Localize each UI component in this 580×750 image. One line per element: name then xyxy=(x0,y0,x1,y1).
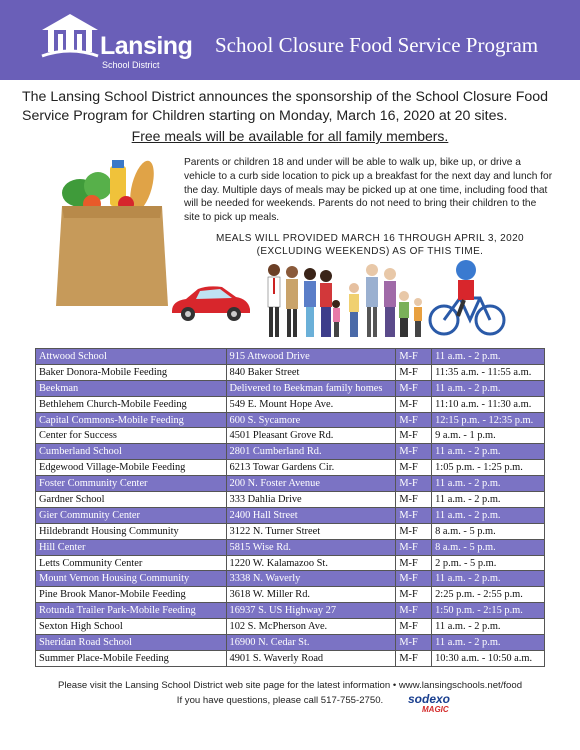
time-cell: 11 a.m. - 2 p.m. xyxy=(432,476,545,492)
table-row xyxy=(36,571,545,587)
table-row xyxy=(36,380,545,396)
table-row xyxy=(36,650,545,666)
time-cell: 2 p.m. - 5 p.m. xyxy=(432,555,545,571)
address-cell: 840 Baker Street xyxy=(226,364,396,380)
days-cell: M-F xyxy=(396,507,432,523)
days-cell: M-F xyxy=(396,349,432,365)
site-name-cell: Hildebrandt Housing Community xyxy=(36,523,227,539)
site-name-cell: Center for Success xyxy=(36,428,227,444)
days-cell: M-F xyxy=(396,364,432,380)
address-cell: 3122 N. Turner Street xyxy=(226,523,396,539)
address-cell: 200 N. Foster Avenue xyxy=(226,476,396,492)
days-cell: M-F xyxy=(396,476,432,492)
meal-dates xyxy=(190,232,550,258)
address-cell: 915 Attwood Drive xyxy=(226,349,396,365)
address-cell: 4901 S. Waverly Road xyxy=(226,650,396,666)
time-cell: 8 a.m. - 5 p.m. xyxy=(432,523,545,539)
table-row xyxy=(36,523,545,539)
school-building-icon xyxy=(38,10,102,62)
address-cell: 2400 Hall Street xyxy=(226,507,396,523)
address-cell: 3618 W. Miller Rd. xyxy=(226,587,396,603)
table-row xyxy=(36,349,545,365)
time-cell: 1:05 p.m. - 1:25 p.m. xyxy=(432,460,545,476)
site-name-cell: Rotunda Trailer Park-Mobile Feeding xyxy=(36,603,227,619)
sodexo-name: sodexo xyxy=(408,692,451,706)
site-name-cell: Mount Vernon Housing Community xyxy=(36,571,227,587)
table-row xyxy=(36,492,545,508)
table-row xyxy=(36,603,545,619)
time-cell: 11 a.m. - 2 p.m. xyxy=(432,349,545,365)
address-cell: 102 S. McPherson Ave. xyxy=(226,619,396,635)
site-name-cell: Foster Community Center xyxy=(36,476,227,492)
table-row xyxy=(36,476,545,492)
free-meals-notice: Free meals will be available for all family members. xyxy=(131,128,449,144)
address-cell: Delivered to Beekman family homes xyxy=(226,380,396,396)
site-name-cell: Gardner School xyxy=(36,492,227,508)
table-row xyxy=(36,635,545,651)
table-row xyxy=(36,619,545,635)
address-cell: 5815 Wise Rd. xyxy=(226,539,396,555)
sodexo-magic: MAGIC xyxy=(422,705,449,714)
time-cell: 12:15 p.m. - 12:35 p.m. xyxy=(432,412,545,428)
table-row xyxy=(36,428,545,444)
bicycle-rider-icon xyxy=(428,258,508,340)
days-cell: M-F xyxy=(396,444,432,460)
time-cell: 8 a.m. - 5 p.m. xyxy=(432,539,545,555)
address-cell: 16937 S. US Highway 27 xyxy=(226,603,396,619)
time-cell: 11:10 a.m. - 11:30 a.m. xyxy=(432,396,545,412)
days-cell: M-F xyxy=(396,492,432,508)
footer-phone-info: If you have questions, please call 517-755-2750. xyxy=(176,695,384,706)
days-cell: M-F xyxy=(396,460,432,476)
days-cell: M-F xyxy=(396,428,432,444)
time-cell: 11 a.m. - 2 p.m. xyxy=(432,492,545,508)
days-cell: M-F xyxy=(396,635,432,651)
site-name-cell: Gier Community Center xyxy=(36,507,227,523)
days-cell: M-F xyxy=(396,523,432,539)
time-cell: 11 a.m. - 2 p.m. xyxy=(432,571,545,587)
address-cell: 3338 N. Waverly xyxy=(226,571,396,587)
days-cell: M-F xyxy=(396,619,432,635)
days-cell: M-F xyxy=(396,571,432,587)
address-cell: 2801 Cumberland Rd. xyxy=(226,444,396,460)
page-title: School Closure Food Service Program xyxy=(215,33,539,57)
site-name-cell: Pine Brook Manor-Mobile Feeding xyxy=(36,587,227,603)
time-cell: 11 a.m. - 2 p.m. xyxy=(432,380,545,396)
address-cell: 6213 Towar Gardens Cir. xyxy=(226,460,396,476)
table-row xyxy=(36,587,545,603)
table-row xyxy=(36,507,545,523)
address-cell: 1220 W. Kalamazoo St. xyxy=(226,555,396,571)
time-cell: 1:50 p.m. - 2:15 p.m. xyxy=(432,603,545,619)
site-name-cell: Baker Donora-Mobile Feeding xyxy=(36,364,227,380)
site-name-cell: Beekman xyxy=(36,380,227,396)
sodexo-logo xyxy=(408,692,468,722)
time-cell: 9 a.m. - 1 p.m. xyxy=(432,428,545,444)
table-row xyxy=(36,364,545,380)
site-name-cell: Capital Commons-Mobile Feeding xyxy=(36,412,227,428)
time-cell: 10:30 a.m. - 10:50 a.m. xyxy=(432,650,545,666)
address-cell: 4501 Pleasant Grove Rd. xyxy=(226,428,396,444)
site-name-cell: Summer Place-Mobile Feeding xyxy=(36,650,227,666)
days-cell: M-F xyxy=(396,412,432,428)
district-logo[interactable] xyxy=(38,10,198,70)
address-cell: 600 S. Sycamore xyxy=(226,412,396,428)
car-icon xyxy=(168,283,253,323)
site-name-cell: Bethlehem Church-Mobile Feeding xyxy=(36,396,227,412)
site-name-cell: Edgewood Village-Mobile Feeding xyxy=(36,460,227,476)
schedule-table xyxy=(35,348,545,667)
meal-dates-line1: MEALS WILL PROVIDED MARCH 16 THROUGH APRIL 3, 2020 xyxy=(215,233,525,244)
days-cell: M-F xyxy=(396,587,432,603)
table-row xyxy=(36,555,545,571)
address-cell: 549 E. Mount Hope Ave. xyxy=(226,396,396,412)
table-row xyxy=(36,412,545,428)
address-cell: 333 Dahlia Drive xyxy=(226,492,396,508)
address-cell: 16900 N. Cedar St. xyxy=(226,635,396,651)
site-name-cell: Attwood School xyxy=(36,349,227,365)
time-cell: 11 a.m. - 2 p.m. xyxy=(432,619,545,635)
days-cell: M-F xyxy=(396,603,432,619)
days-cell: M-F xyxy=(396,396,432,412)
grocery-bag-icon xyxy=(50,158,175,308)
days-cell: M-F xyxy=(396,650,432,666)
time-cell: 11 a.m. - 2 p.m. xyxy=(432,507,545,523)
meal-dates-line2: (EXCLUDING WEEKENDS) AS OF THIS TIME. xyxy=(256,246,484,257)
table-row xyxy=(36,539,545,555)
site-name-cell: Sheridan Road School xyxy=(36,635,227,651)
days-cell: M-F xyxy=(396,380,432,396)
intro-text: The Lansing School District announces the sponsorship of the School Closure Food Service Program for Children starting on Monday, March 16, 2020 at 20 sites. xyxy=(22,89,549,124)
table-row xyxy=(36,444,545,460)
program-description: Parents or children 18 and under will be able to walk up, bike up, or drive a vehicle to a curb side location to pick up a breakfast for the next day and lunch for the day. Multiple days of meals may be picked up at one time, including food that will be needed for weekends. Parents do not need to bring their children to the site to pick up meals. xyxy=(184,157,553,224)
site-name-cell: Cumberland School xyxy=(36,444,227,460)
footer-website-info: Please visit the Lansing School District web site page for the latest information • www.lansingschools.net/food xyxy=(57,680,523,691)
logo-name: Lansing xyxy=(100,32,193,60)
days-cell: M-F xyxy=(396,555,432,571)
time-cell: 2:25 p.m. - 2:55 p.m. xyxy=(432,587,545,603)
days-cell: M-F xyxy=(396,539,432,555)
site-name-cell: Hill Center xyxy=(36,539,227,555)
time-cell: 11 a.m. - 2 p.m. xyxy=(432,444,545,460)
logo-subtitle: School District xyxy=(102,60,160,70)
family-group-icon xyxy=(262,260,427,342)
site-name-cell: Letts Community Center xyxy=(36,555,227,571)
time-cell: 11:35 a.m. - 11:55 a.m. xyxy=(432,364,545,380)
table-row xyxy=(36,460,545,476)
time-cell: 11 a.m. - 2 p.m. xyxy=(432,635,545,651)
header-banner xyxy=(0,0,580,80)
table-row xyxy=(36,396,545,412)
site-name-cell: Sexton High School xyxy=(36,619,227,635)
